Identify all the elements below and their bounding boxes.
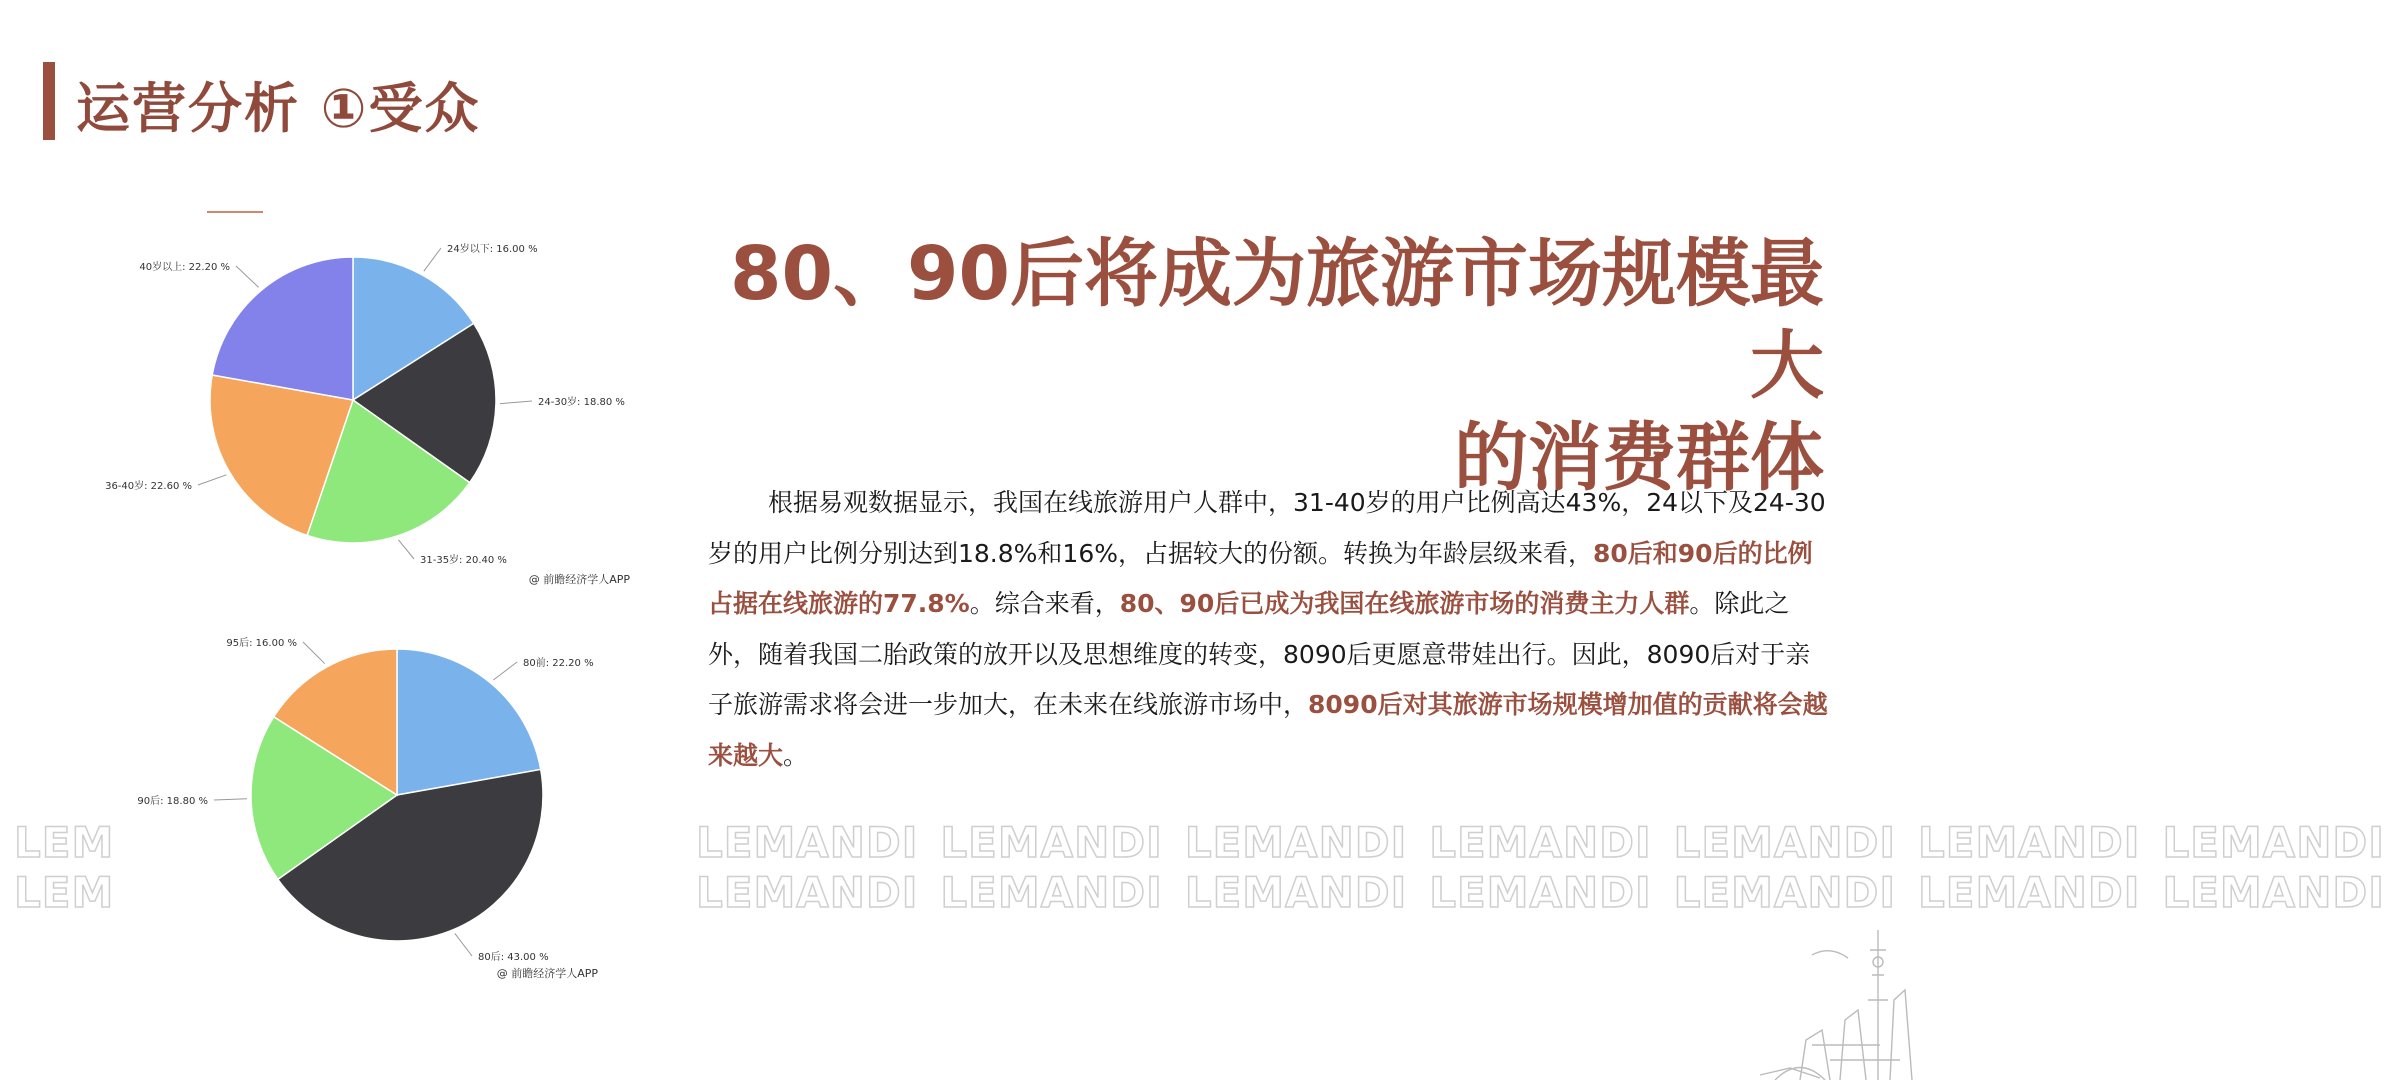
body-highlight-2: 80、90后已成为我国在线旅游市场的消费主力人群	[1119, 589, 1690, 618]
slice-label: 80前: 22.20 %	[523, 658, 594, 669]
body-highlight-1: 80后和90后的比例占据在线旅游的77.8%	[708, 538, 1813, 618]
watermark-word: LEMANDI	[940, 868, 1163, 917]
chart-source: @ 前瞻经济学人APP	[528, 573, 630, 586]
watermark-word: LEMANDI	[2162, 818, 2385, 867]
watermark-word: LEMANDI	[1918, 868, 2141, 917]
watermark-left-row-2: LEM	[14, 868, 115, 917]
headline-line-2: 的消费群体	[1454, 415, 1824, 501]
watermark-word: LEMANDI	[1673, 818, 1897, 867]
body-text-3: 。除此之外，随着我国二胎政策的放开以及思想维度的转变，8090后更愿意带娃出行。因此，8090后对于亲子旅游需求将会进一步加大，在未来在线旅游市场中，	[708, 589, 1811, 719]
body-highlight-3: 8090后对其旅游市场规模增加值的贡献将会越来越大	[708, 690, 1828, 770]
watermark-word: LEMANDI	[1673, 868, 1897, 917]
watermark-word: LEMANDI	[940, 818, 1163, 867]
watermark-word: LEMANDI	[1429, 818, 1652, 867]
slice-label: 95后: 16.00 %	[226, 638, 297, 649]
slice-label: 31-35岁: 20.40 %	[420, 555, 507, 566]
body-text-4: 。	[783, 740, 809, 770]
watermark-word: LEMANDI	[2162, 868, 2385, 917]
watermark-word: LEMANDI	[1429, 868, 1652, 917]
page-title: 运营分析 ①受众	[76, 77, 481, 140]
slice-label: 40岁以上: 22.20 %	[139, 262, 230, 273]
watermark-word: LEMANDI	[1184, 868, 1408, 917]
body-text-1: 根据易观数据显示，我国在线旅游用户人群中，31-40岁的用户比例高达43%，24以下及24-30岁的用户比例分别达到18.8%和16%，占据较大的份额。转换为年龄层级来看，	[708, 488, 1826, 568]
watermark-word: LEMANDI	[1918, 818, 2141, 867]
slice-label: 24岁以下: 16.00 %	[447, 244, 538, 255]
slice-label: 24-30岁: 18.80 %	[538, 397, 625, 408]
slice-label: 80后: 43.00 %	[478, 952, 549, 963]
watermark-word: LEMANDI	[696, 868, 919, 917]
watermark-left-row-1: LEM	[14, 818, 115, 867]
slice-label: 36-40岁: 22.60 %	[105, 481, 192, 492]
watermark-word: LEMANDI	[696, 818, 919, 867]
chart-source: @ 前瞻经济学人APP	[496, 967, 598, 980]
body-text-2: 。综合来看，	[969, 589, 1120, 618]
watermark-word: LEMANDI	[1184, 818, 1408, 867]
headline-line-1: 80、90后将成为旅游市场规模最大	[730, 231, 1824, 409]
slice-label: 90后: 18.80 %	[137, 796, 208, 807]
